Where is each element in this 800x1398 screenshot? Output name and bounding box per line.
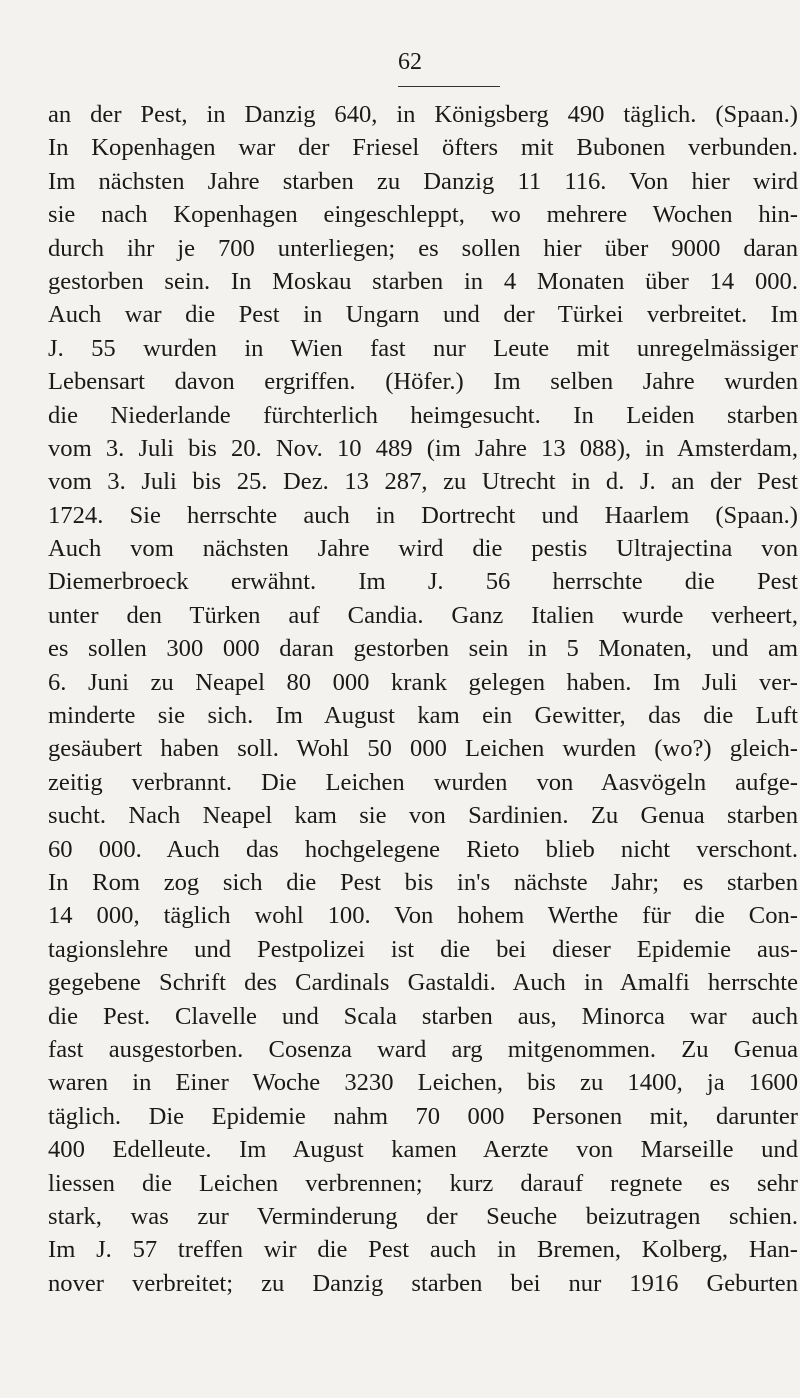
- text-line: sie nach Kopenhagen eingeschleppt, wo mehrere Wochen hin-: [48, 201, 798, 229]
- text-line: J. 55 wurden in Wien fast nur Leute mit unregelmässiger: [48, 334, 798, 362]
- text-line: Diemerbroeck erwähnt. Im J. 56 herrschte die Pest: [48, 568, 798, 596]
- text-line: Auch war die Pest in Ungarn und der Türkei verbreitet. Im: [48, 301, 798, 329]
- text-line: gegebene Schrift des Cardinals Gastaldi. Auch in Amalfi herrschte: [48, 969, 798, 997]
- text-line: Im J. 57 treffen wir die Pest auch in Bremen, Kolberg, Han-: [48, 1236, 798, 1264]
- text-line: 60 000. Auch das hochgelegene Rieto blieb nicht verschont.: [48, 835, 798, 863]
- page-number: 62: [398, 49, 422, 75]
- text-line: nover verbreitet; zu Danzig starben bei nur 1916 Geburten: [48, 1269, 798, 1297]
- text-line: an der Pest, in Danzig 640, in Königsberg 490 täglich. (Spaan.): [48, 101, 798, 128]
- text-line: vom 3. Juli bis 25. Dez. 13 287, zu Utrecht in d. J. an der Pest: [48, 468, 798, 496]
- text-line: es sollen 300 000 daran gestorben sein in 5 Monaten, und am: [48, 635, 798, 663]
- text-line: Lebensart davon ergriffen. (Höfer.) Im selben Jahre wurden: [48, 368, 798, 396]
- text-line: durch ihr je 700 unterliegen; es sollen hier über 9000 daran: [48, 234, 798, 262]
- text-line: 400 Edelleute. Im August kamen Aerzte von Marseille und: [48, 1136, 798, 1164]
- text-line: die Niederlande fürchterlich heimgesucht. In Leiden starben: [48, 401, 798, 429]
- text-line: liessen die Leichen verbrennen; kurz darauf regnete es sehr: [48, 1169, 798, 1197]
- body-text: [48, 98, 798, 1300]
- text-line: minderte sie sich. Im August kam ein Gewitter, das die Luft: [48, 702, 798, 730]
- text-line: gestorben sein. In Moskau starben in 4 Monaten über 14 000.: [48, 267, 798, 295]
- text-line: In Rom zog sich die Pest bis in's nächste Jahr; es starben: [48, 868, 798, 896]
- text-line: die Pest. Clavelle und Scala starben aus, Minorca war auch: [48, 1002, 798, 1030]
- text-line: In Kopenhagen war der Friesel öfters mit Bubonen verbunden.: [48, 134, 798, 162]
- text-line: 1724. Sie herrschte auch in Dortrecht und Haarlem (Spaan.): [48, 501, 798, 529]
- text-line: fast ausgestorben. Cosenza ward arg mitgenommen. Zu Genua: [48, 1035, 798, 1063]
- header-rule: [398, 86, 500, 87]
- text-line: gesäubert haben soll. Wohl 50 000 Leichen wurden (wo?) gleich-: [48, 735, 798, 763]
- text-line: Im nächsten Jahre starben zu Danzig 11 116. Von hier wird: [48, 167, 798, 195]
- text-line: stark, was zur Verminderung der Seuche beizutragen schien.: [48, 1202, 798, 1230]
- text-line: zeitig verbrannt. Die Leichen wurden von Aasvögeln aufge-: [48, 768, 798, 796]
- text-line: täglich. Die Epidemie nahm 70 000 Personen mit, darunter: [48, 1102, 798, 1130]
- text-line: 14 000, täglich wohl 100. Von hohem Werthe für die Con-: [48, 902, 798, 930]
- text-line: tagionslehre und Pestpolizei ist die bei dieser Epidemie aus-: [48, 935, 798, 963]
- text-line: unter den Türken auf Candia. Ganz Italien wurde verheert,: [48, 601, 798, 629]
- text-line: vom 3. Juli bis 20. Nov. 10 489 (im Jahre 13 088), in Amsterdam,: [48, 434, 798, 462]
- text-line: sucht. Nach Neapel kam sie von Sardinien. Zu Genua starben: [48, 802, 798, 830]
- text-line: Auch vom nächsten Jahre wird die pestis Ultrajectina von: [48, 535, 798, 563]
- text-line: 6. Juni zu Neapel 80 000 krank gelegen haben. Im Juli ver-: [48, 668, 798, 696]
- text-line: waren in Einer Woche 3230 Leichen, bis zu 1400, ja 1600: [48, 1069, 798, 1097]
